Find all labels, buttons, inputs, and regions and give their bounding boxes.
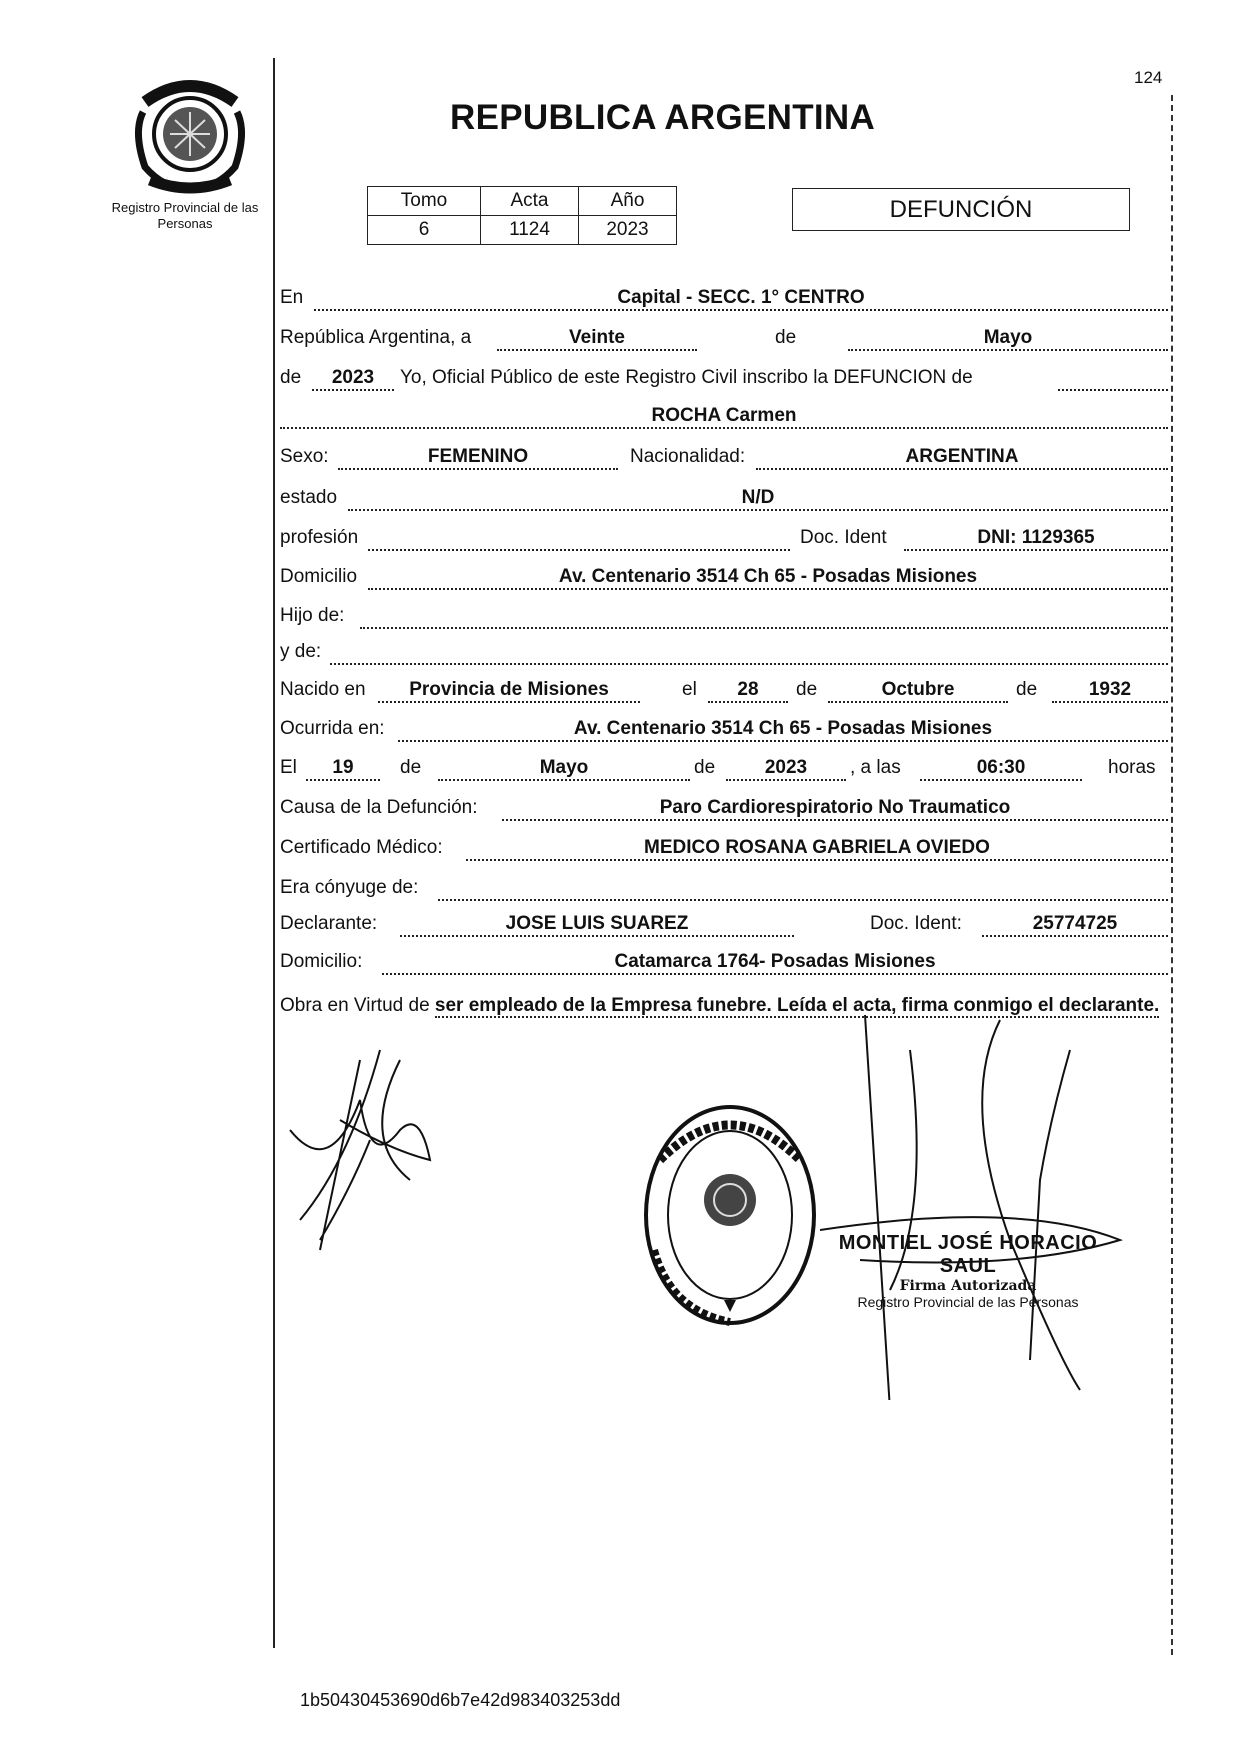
label-a-las: , a las (850, 757, 901, 778)
label-de: de (280, 367, 302, 388)
label-estado: estado (280, 487, 338, 508)
ocurrida-en-field: Av. Centenario 3514 Ch 65 - Posadas Misiones (398, 718, 1168, 742)
table-header-anio: Año (579, 187, 677, 216)
label-doc-ident: Doc. Ident (800, 527, 887, 548)
hora-field: 06:30 (920, 757, 1082, 781)
anio-field: 2023 (312, 367, 394, 391)
label-yo: Yo, Oficial Público de este Registro Civil inscribo la DEFUNCION de (400, 367, 973, 388)
anio-value: 2023 (579, 216, 677, 245)
label-ocurrida-en: Ocurrida en: (280, 718, 385, 739)
official-role: Firma Autorizada (899, 1278, 1037, 1294)
registry-name: Registro Provincial de las Personas (111, 200, 259, 231)
nac-anio-field: 1932 (1052, 679, 1168, 703)
document-hash: 1b50430453690d6b7e42d983403253dd (300, 1690, 621, 1710)
profesion-field (368, 527, 790, 551)
declarante-domicilio-field: Catamarca 1764- Posadas Misiones (382, 951, 1168, 975)
label-de: de (400, 757, 422, 778)
y-de-field (330, 641, 1168, 665)
nac-dia-field: 28 (708, 679, 788, 703)
misiones-coat-of-arms-logo (125, 72, 255, 194)
estado-field: N/D (348, 487, 1168, 511)
dotted-fill (1058, 367, 1168, 391)
row-declarante (280, 913, 1172, 939)
label-republica: República Argentina, a (280, 327, 472, 348)
acta-value: 1124 (481, 216, 579, 245)
row-nacido (280, 679, 1172, 705)
label-de: de (775, 327, 797, 348)
def-mes-field: Mayo (438, 757, 690, 781)
label-horas: horas (1108, 757, 1156, 778)
certificado-field: MEDICO ROSANA GABRIELA OVIEDO (466, 837, 1168, 861)
obra-texto: ser empleado de la Empresa funebre. Leída el acta, firma conmigo el declarante. (434, 995, 1160, 1016)
nac-mes-field: Octubre (828, 679, 1008, 703)
label-doc-ident-2: Doc. Ident: (870, 913, 962, 934)
label-declarante: Declarante: (280, 913, 378, 934)
official-seal-image (640, 1100, 820, 1330)
tomo-value: 6 (368, 216, 481, 245)
row-fecha-defuncion (280, 757, 1172, 783)
conyuge-field (438, 877, 1168, 901)
label-y-de: y de: (280, 641, 322, 662)
table-value-row (368, 216, 677, 245)
doc-ident-field: DNI: 1129365 (904, 527, 1168, 551)
official-org: Registro Provincial de las Personas (857, 1294, 1079, 1310)
label-obra-en-virtud: Obra en Virtud de (280, 995, 430, 1016)
tomo-acta-anio-table (367, 186, 677, 245)
row-certificado (280, 837, 1172, 863)
nombre-field: ROCHA Carmen (280, 405, 1168, 429)
row-en (280, 287, 1172, 313)
lugar-field: Capital - SECC. 1° CENTRO (314, 287, 1168, 311)
domicilio-field: Av. Centenario 3514 Ch 65 - Posadas Misiones (368, 566, 1168, 590)
row-nombre (280, 405, 1172, 431)
label-hijo-de: Hijo de: (280, 605, 345, 626)
label-conyuge: Era cónyuge de: (280, 877, 419, 898)
causa-field: Paro Cardiorespiratorio No Traumatico (502, 797, 1168, 821)
signature-block (838, 1232, 1098, 1310)
row-profesion (280, 527, 1172, 553)
label-el: el (682, 679, 697, 700)
label-nacionalidad: Nacionalidad: (630, 446, 746, 467)
def-dia-field: 19 (306, 757, 380, 781)
row-fecha (280, 327, 1172, 353)
row-domicilio (280, 566, 1172, 592)
label-de: de (694, 757, 716, 778)
row-causa (280, 797, 1172, 823)
act-type-box: DEFUNCIÓN (792, 188, 1130, 231)
official-name: MONTIEL JOSÉ HORACIO SAUL (838, 1232, 1098, 1277)
row-estado (280, 487, 1172, 513)
row-hijo-de (280, 605, 1172, 631)
nacionalidad-field: ARGENTINA (756, 446, 1168, 470)
label-de: de (1016, 679, 1038, 700)
row-sexo (280, 446, 1172, 472)
margin-line-left (273, 58, 275, 1648)
label-el-cap: El (280, 757, 297, 778)
mes-field: Mayo (848, 327, 1168, 351)
row-ocurrida (280, 718, 1172, 744)
page-number: 124 (1134, 68, 1163, 87)
label-domicilio: Domicilio (280, 566, 358, 587)
hijo-de-field (360, 605, 1168, 629)
label-nacido-en: Nacido en (280, 679, 366, 700)
label-en: En (280, 287, 304, 308)
dia-texto-field: Veinte (497, 327, 697, 351)
official-signature-image (820, 1010, 1170, 1400)
label-certificado: Certificado Médico: (280, 837, 443, 858)
label-domicilio-2: Domicilio: (280, 951, 363, 972)
table-header-acta: Acta (481, 187, 579, 216)
row-conyuge (280, 877, 1172, 903)
table-header-tomo: Tomo (368, 187, 481, 216)
row-domicilio-2 (280, 951, 1172, 977)
table-header-row (368, 187, 677, 216)
label-causa: Causa de la Defunción: (280, 797, 478, 818)
row-anio (280, 367, 1172, 393)
declarante-doc-field: 25774725 (982, 913, 1168, 937)
label-profesion: profesión (280, 527, 359, 548)
row-y-de (280, 641, 1172, 667)
sexo-field: FEMENINO (338, 446, 618, 470)
label-sexo: Sexo: (280, 446, 329, 467)
label-de: de (796, 679, 818, 700)
def-anio-field: 2023 (726, 757, 846, 781)
declarante-signature-image (280, 1040, 440, 1270)
page-title: REPUBLICA ARGENTINA (450, 98, 876, 137)
nacido-en-field: Provincia de Misiones (378, 679, 640, 703)
declarante-field: JOSE LUIS SUAREZ (400, 913, 794, 937)
